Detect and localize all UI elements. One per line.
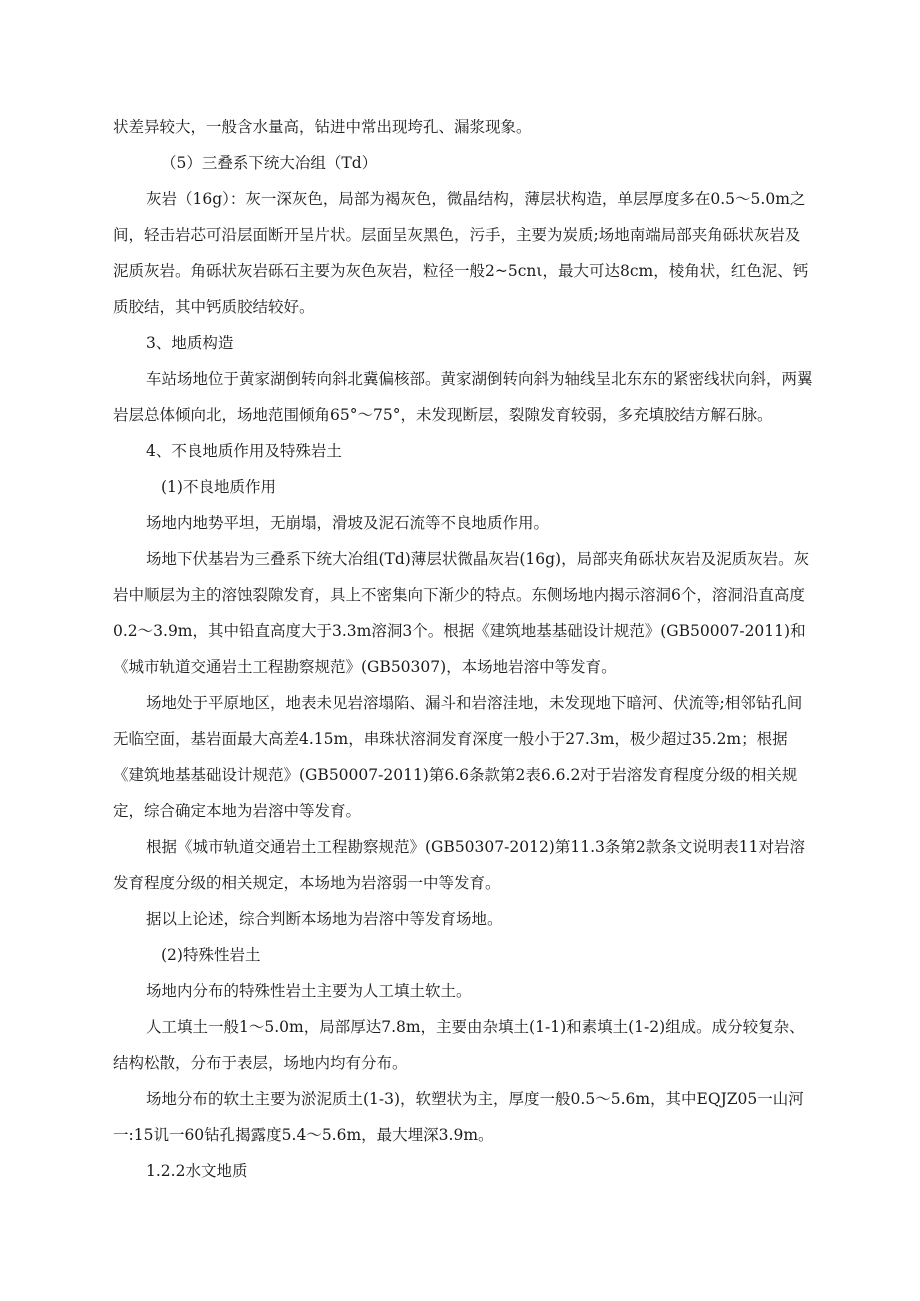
paragraph: 人工填土一般1～5.0m，局部厚达7.8m，主要由杂填土(1-1)和素填土(1-2)组成。成分较复杂、结构松散，分布于表层，场地内均有分布。 <box>113 1018 805 1072</box>
paragraph: 场地处于平原地区，地表未见岩溶塌陷、漏斗和岩溶洼地，未发现地下暗河、伏流等;相邻钻孔间无临空面，基岩面最大高差4.15m，串珠状溶洞发育深度一般小于27.3m，极少超过35.2m；根据《建筑地基基础设计规范》(GB50007-2011)第6.6条款第2表6.6.2对于岩溶发育程度分级的相关规定，综合确定本地为岩溶中等发育。 <box>113 694 803 820</box>
document-body <box>113 109 813 1189</box>
section-heading: 3、地质构造 <box>146 334 234 352</box>
section-heading: 1.2.2水文地质 <box>146 1162 248 1180</box>
paragraph: 场地内地势平坦，无崩塌，滑坡及泥石流等不良地质作用。 <box>146 514 550 532</box>
subsection-heading: (1)不良地质作用 <box>161 478 276 496</box>
paragraph: 据以上论述，综合判断本场地为岩溶中等发育场地。 <box>146 910 503 928</box>
section-heading: 4、不良地质作用及特殊岩土 <box>146 442 342 460</box>
paragraph: 场地分布的软土主要为淤泥质土(1-3)，软塑状为主，厚度一般0.5～5.6m，其中EQJZ05一山河一:15讥一60钻孔揭露度5.4～5.6m，最大埋深3.9m。 <box>113 1090 804 1144</box>
section-heading: （5）三叠系下统大冶组（Td） <box>161 154 378 172</box>
paragraph: 车站场地位于黄家湖倒转向斜北冀偏核部。黄家湖倒转向斜为轴线呈北东东的紧密线状向斜，两翼岩层总体倾向北，场地范围倾角65°～75°，未发现断层，裂隙发育较弱，多充填胶结方解石脉。 <box>113 370 813 424</box>
paragraph: 状差异较大，一般含水量高，钻进中常出现垮孔、漏浆现象。 <box>113 118 532 136</box>
paragraph: 场地内分布的特殊性岩土主要为人工填土软土。 <box>146 982 472 1000</box>
subsection-heading: (2)特殊性岩土 <box>161 946 261 964</box>
paragraph: 场地下伏基岩为三叠系下统大冶组(Td)薄层状微晶灰岩(16g)，局部夹角砾状灰岩及泥质灰岩。灰岩中顺层为主的溶蚀裂隙发育，具上不密集向下渐少的特点。东侧场地内揭示溶洞6个，溶洞沿直高度0.2～3.9m，其中铅直高度大于3.3m溶洞3个。根据《建筑地基基础设计规范》(GB50007-2011)和《城市轨道交通岩土工程勘察规范》(GB50307)，本场地岩溶中等发育。 <box>113 550 810 676</box>
paragraph: 根据《城市轨道交通岩土工程勘察规范》(GB50307-2012)第11.3条第2款条文说明表11对岩溶发育程度分级的相关规定，本场地为岩溶弱一中等发育。 <box>113 838 805 892</box>
paragraph: 灰岩（16g）：灰一深灰色，局部为褐灰色，微晶结构，薄层状构造，单层厚度多在0.5～5.0m之间，轻击岩芯可沿层面断开呈片状。层面呈灰黑色，污手，主要为炭质;场地南端局部夹角砾状灰岩及泥质灰岩。角砾状灰岩砾石主要为灰色灰岩，粒径一般2~5cnι，最大可达8cm，棱角状，红色泥、钙质胶结，其中钙质胶结较好。 <box>113 190 809 316</box>
